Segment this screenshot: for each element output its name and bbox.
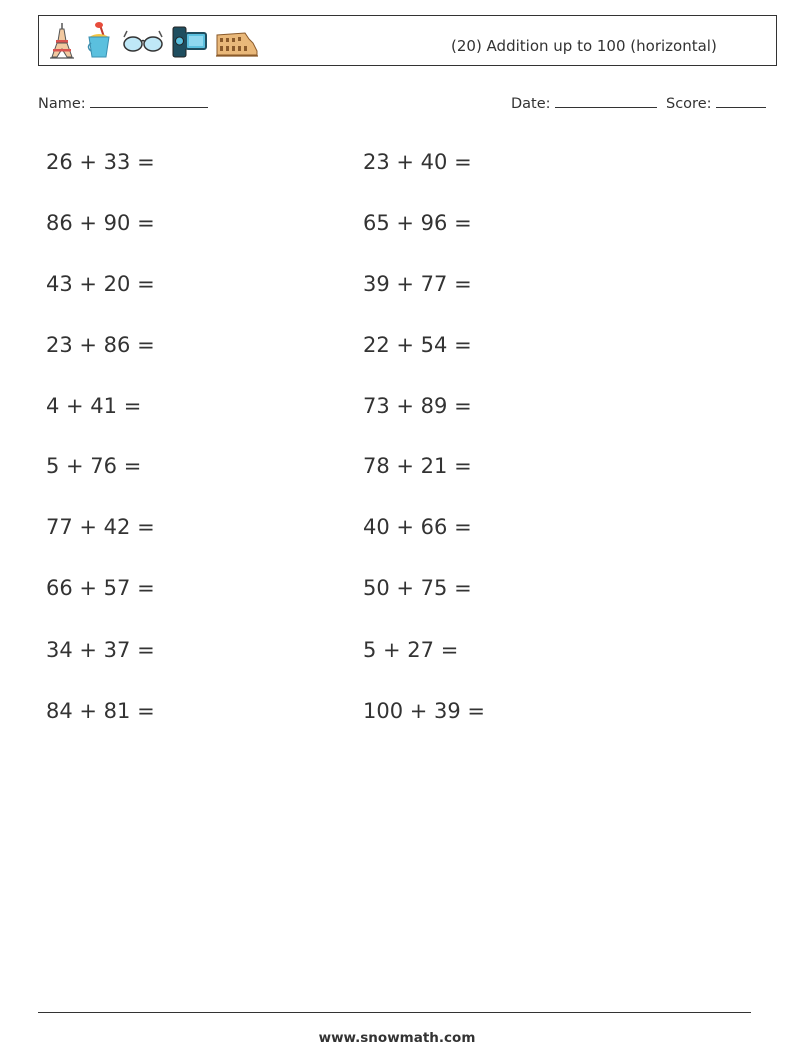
problem-11: 5 + 76 = (46, 454, 142, 478)
sand-bucket-icon (83, 21, 115, 61)
eiffel-tower-icon (47, 21, 77, 61)
footer-site-link[interactable]: www.snowmath.com (318, 1030, 476, 1046)
header-icons (47, 21, 265, 61)
worksheet-title: (20) Addition up to 100 (horizontal) (451, 37, 717, 55)
name-label: Name: (38, 96, 86, 112)
date-label: Date: (511, 96, 551, 112)
problem-9: 4 + 41 = (46, 394, 142, 418)
problem-17: 34 + 37 = (46, 638, 155, 662)
problem-4: 65 + 96 = (363, 211, 472, 235)
score-label: Score: (666, 96, 712, 112)
problem-3: 86 + 90 = (46, 211, 155, 235)
problem-10: 73 + 89 = (363, 394, 472, 418)
problem-7: 23 + 86 = (46, 333, 155, 357)
problem-1: 26 + 33 = (46, 150, 155, 174)
colosseum-icon (215, 21, 259, 61)
sunglasses-icon (121, 21, 165, 61)
name-blank[interactable] (90, 93, 208, 108)
problem-19: 84 + 81 = (46, 699, 155, 723)
problem-6: 39 + 77 = (363, 272, 472, 296)
problem-18: 5 + 27 = (363, 638, 459, 662)
problem-14: 40 + 66 = (363, 515, 472, 539)
date-blank[interactable] (555, 93, 657, 108)
footer-divider (38, 1012, 751, 1013)
date-field (511, 93, 657, 112)
video-camera-icon (171, 21, 209, 61)
problem-12: 78 + 21 = (363, 454, 472, 478)
problem-13: 77 + 42 = (46, 515, 155, 539)
problem-15: 66 + 57 = (46, 576, 155, 600)
problem-8: 22 + 54 = (363, 333, 472, 357)
name-field (38, 93, 208, 112)
problem-16: 50 + 75 = (363, 576, 472, 600)
worksheet-header (38, 15, 777, 66)
score-field (666, 93, 766, 112)
problem-5: 43 + 20 = (46, 272, 155, 296)
problem-2: 23 + 40 = (363, 150, 472, 174)
problem-20: 100 + 39 = (363, 699, 486, 723)
score-blank[interactable] (716, 93, 766, 108)
